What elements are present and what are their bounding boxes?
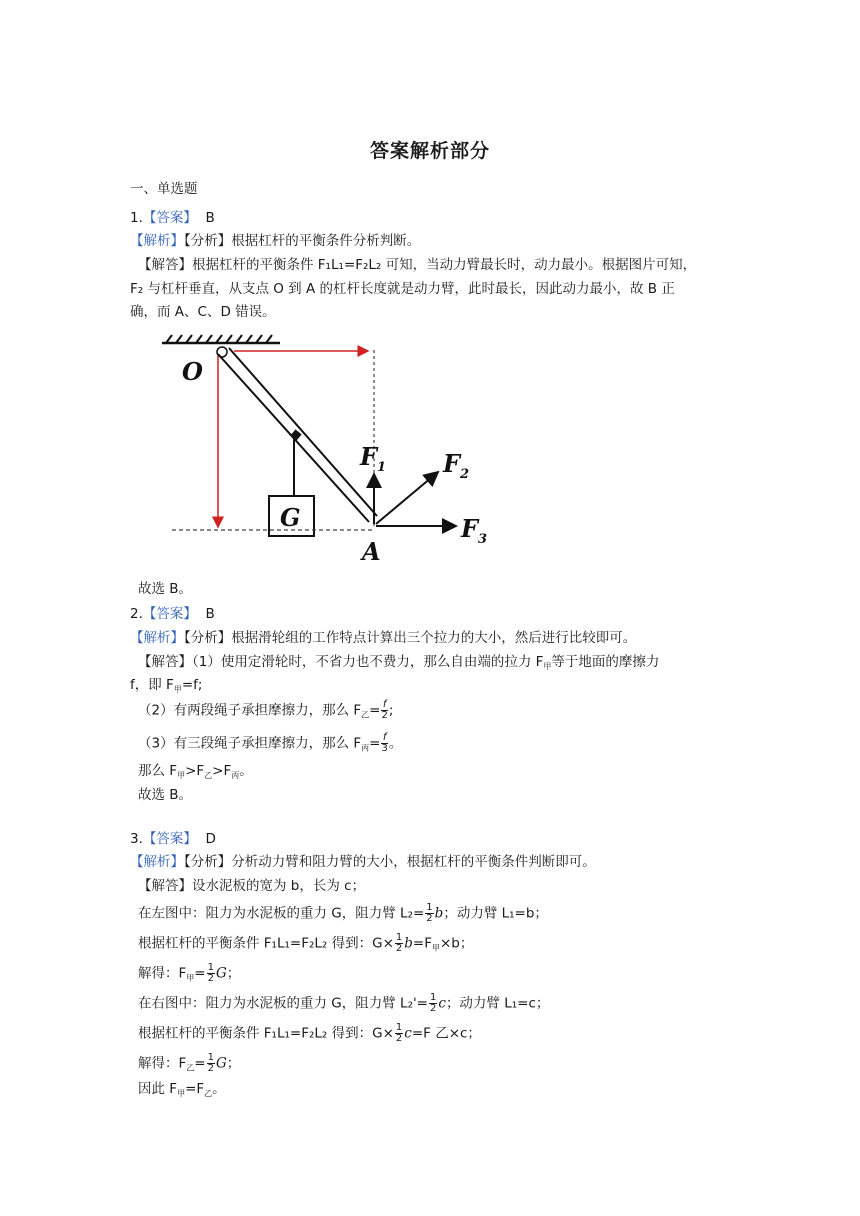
hanging-point <box>290 429 301 440</box>
q3-analysis: 【分析】分析动力臂和阻力臂的大小，根据杠杆的平衡条件判断即可。 <box>184 854 596 870</box>
q1-conclusion: 故选 B。 <box>138 581 193 597</box>
q3-solution-1: 【解答】设水泥板的宽为 b，长为 c； <box>138 878 366 894</box>
fraction-f-over-3: $\frac{f}{3}$ <box>381 732 388 754</box>
q3-answer-tag: 【答案】 <box>142 831 197 847</box>
q1-jiexi-tag: 【解析】 <box>130 233 184 249</box>
q1-answer-tag: 【答案】 <box>142 210 197 226</box>
q1-answer-line <box>130 209 215 227</box>
pivot-label-o: O <box>182 357 203 386</box>
q3-solution-3: 根据杠杆的平衡条件 F₁L₁=F₂L₂ 得到：G× $\frac{1}{2}$ $b=F_甲\times b$； <box>138 932 474 954</box>
q3-jiexi-tag: 【解析】 <box>130 854 184 870</box>
lever-diagram <box>156 330 508 570</box>
q2-analysis-line <box>130 629 636 647</box>
q3-analysis-line <box>130 853 596 871</box>
q3-answer-line <box>130 830 216 848</box>
force-f2-label: $F_2$ <box>443 449 470 482</box>
q2-jiexi-tag: 【解析】 <box>130 630 184 646</box>
ceiling-hatch <box>162 335 280 343</box>
q3-solution-8: 因此 $F_甲=F_乙$。 <box>138 1081 226 1098</box>
q3-solution-4: 解得：$F_甲=$ $\frac{1}{2}$ G； <box>138 962 241 984</box>
q3-number: 3. <box>130 831 143 847</box>
q2-comparison: 那么 $F_甲>F_乙>F_丙$。 <box>138 763 253 780</box>
q1-analysis: 【分析】根据杠杆的平衡条件分析判断。 <box>184 233 421 249</box>
q2-analysis: 【分析】根据滑轮组的工作特点计算出三个拉力的大小，然后进行比较即可。 <box>184 630 637 646</box>
point-label-a: A <box>362 537 381 566</box>
q1-solution-2: F₂ 与杠杆垂直，从支点 O 到 A 的杠杆长度就是动力臂，此时最长，因此动力最小，故 B 正 <box>130 281 675 297</box>
q2-answer-tag: 【答案】 <box>142 606 197 622</box>
q2-solution-1: 【解答】（1）使用定滑轮时，不省力也不费力，那么自由端的拉力 $F_甲$等于地面的摩擦力 <box>138 654 660 671</box>
q2-solution-3: （3）有三段绳子承担摩擦力，那么 $F_丙=$ $\frac{f}{3}$ 。 <box>138 732 403 754</box>
q2-answer: B <box>205 606 215 622</box>
force-f1-label: $F_1$ <box>360 442 387 475</box>
q2-solution-2: （2）有两段绳子承担摩擦力，那么 $F_乙=$ $\frac{f}{2}$ ; <box>138 699 394 721</box>
section-heading: 一、单选题 <box>130 181 198 197</box>
q1-number: 1. <box>130 210 143 226</box>
fraction-f-over-2: $\frac{f}{2}$ <box>381 699 388 721</box>
q3-solution-2: 在左图中：阻力为水泥板的重力 G，阻力臂 L₂= $\frac{1}{2}$ b；动力臂 L₁=b； <box>138 902 548 924</box>
q3-solution-6: 根据杠杆的平衡条件 F₁L₁=F₂L₂ 得到：G× $\frac{1}{2}$ c=F 乙×c； <box>138 1022 481 1044</box>
q2-solution-1b: f，即 $F_甲=f$; <box>130 677 203 694</box>
q1-solution-3: 确，而 A、C、D 错误。 <box>130 304 276 320</box>
q1-solution-1: 【解答】根据杠杆的平衡条件 F₁L₁=F₂L₂ 可知，当动力臂最长时，动力最小。根据图片可知， <box>138 257 697 273</box>
page-title: 答案解析部分 <box>369 140 490 162</box>
q2-answer-line <box>130 605 215 623</box>
weight-label-g: G <box>280 503 301 532</box>
force-f3-label: $F_3$ <box>461 514 488 547</box>
q3-solution-5: 在右图中：阻力为水泥板的重力 G，阻力臂 L₂'= $\frac{1}{2}$ c；动力臂 L₁=c； <box>138 992 550 1014</box>
q3-solution-7: 解得：$F_乙=$ $\frac{1}{2}$ G； <box>138 1052 241 1074</box>
q1-analysis-line <box>130 232 420 250</box>
q3-answer: D <box>205 831 216 847</box>
q2-number: 2. <box>130 606 143 622</box>
q1-answer: B <box>205 210 215 226</box>
force-f2-arrow <box>376 472 438 524</box>
q2-conclusion: 故选 B。 <box>138 787 193 803</box>
